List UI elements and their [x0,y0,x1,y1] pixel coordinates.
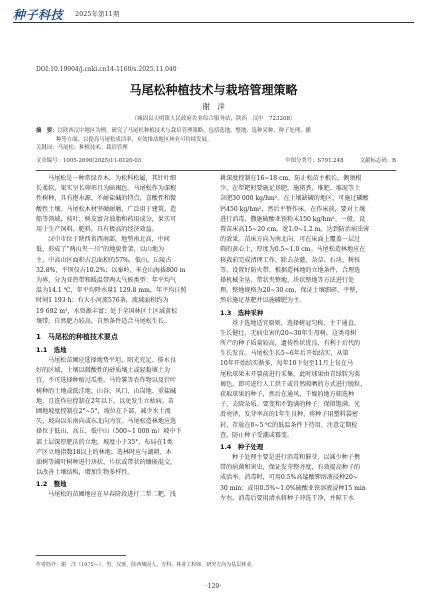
seed-treatment-paragraph: 种子处理主要是进行消毒和催芽，以减少种子携 带的病菌和害虫，保证发芽整齐度，有效提高种子的 成活率。消毒时，可用0.5%高锰酸钾溶液浸种20~ 30 min；或用0.5%~1.0%硫酸亚铁溶液浸种15 min 左右。消毒后要用清水将种子冲洗干净，并晾干水 [220,454,366,502]
issue-label: 2025年第11期 [75,10,120,18]
header-separator [36,170,396,171]
affiliation: （城固县天明镇人民政府农业综合服务站，陕西 汉中 723208） [131,116,296,122]
land-prep-paragraph: 马尾松的苗圃地应在早春阶段进行二犁二耙，浅 [48,491,176,499]
journal-logo: 种子科技 [13,8,64,22]
author-bio-footnote: 作者简介：谢 洋（1975—），男，汉族，陕西城固人，专科，林业工程师，研究方向为基层林业。 [36,562,257,568]
abstract-line: 种等方面，以提高马尾松成活率，有效推动地区林业可持续发展。 [56,136,213,143]
subsection-heading: 1.1 选地 [36,346,67,355]
left-column [36,174,208,501]
land-prep-continued: 耕深度控制在16~18 cm，防止松苗主根长、侧须根 少，在犁耙时要施足基肥，施猪粪、堆肥、堆泥等土 杂肥30 000 kg/hm²。在土壤缺磷的地区，可施过磷酸 钙450 kg/hm²，然后平整作床。在作床前，要对土壤 进行消毒，撒施硫酸亚铁粉末150 kg/hm²。一般，设 置苗床高15~20 cm，宽1.0~1.2 m，达到防治病虫害 的效果。苗床方向为南北向，可在床面上覆盖一层过 筛的黄心土，厚度为0.5~1.0 cm。马尾松造林地应在 移栽前完成清理工作，除去杂灌、杂草、石块、树枝 等，设置好防火带。根据造林地的立地条件，合理选 择机械全垦、带状夹整地、块状整地等方法进行处 理。整地规格为20~30 cm，保证土壤细碎、平整， 然后施足基肥并以施磷肥为主。 [220,175,370,305]
subsection-heading: 1.4 种子处理 [220,443,264,452]
doi-line: DOI:10.19904/j.cnki.cn14-1160/s.2025.11.040 [36,66,177,73]
subsection-heading: 1.2 整地 [36,480,67,489]
classification: 中图分类号：S791.248 文献标志码：B [285,158,396,164]
intro-paragraph: 马尾松是一种常绿乔木，为松科松属，其针叶细 长柔软，果实呈长卵形且为暗褐色。马尾松作为深根 性树种，具有抱水源、不耐盐碱的特点，喜酸性和微 酸性土壤。马尾松木材坚硬耐磨，广泛用于建筑、造 船等领域，枝叶、树皮富含油脂和药用成分，果实可 用于生产饲料、肥料，具有极高的经济效益。 汉中市位于陕西省西南部，地势南北高，中间 低，形成了“两山夹一川”的地貌骨架，以山地为 主，中高山区面积占总面积的57%，低山、丘陵占 32.8%，平坝仅占10.2%；以秦岭、米仓山海拔800 m 为界，分为亚热带和暖温带两大气候类型：年平均气 温为14.1 ℃，年平均降水量1 129.8 mm，年平均日照 时间1 193 h；有大小河流576条，流域面积约为 19 692 m²，水资源丰富；处于全国林区土区域黄棕 壤带，自然肥力较高，自然条件适合马尾松生长。 [36,175,187,325]
site-selection-paragraph: 马尾松苗圃应选择地势平坦、阳光充足、排水良 好的区域，土壤以微酸性的砂质壤土或轻黏壤土为 宜，不可选择种植过瓜类、马铃薯等农作物以及针叶 树种的土地或低洼地、山谷、风口、山岗地、重盐碱 地，且连作应控制在2年以下，以免发生立枯病。苗 圃地坡度控制在2°~5°，坡位在下部，减少水土流 失，坡向以东南向或东北向为宜。马尾松造林地应选 择位于低山、高丘、低中山（500~1 000 m）坡中下 部土层深厚肥沃的立地，坡度小于35°，布局在1类 产区立地指数18以上的林地。选林时应与湖耕、木 油树等阔叶树种进行块状、片状或带状的镶嵌混交， 以改善土壤结构，增加生物多样性。 [36,357,182,477]
keywords: 关键词：马尾松；种植技术；栽培管理 [36,145,128,152]
subsection-heading: 1.3 选种采种 [220,308,264,317]
page-number: ·120· [205,583,222,590]
article-id: 文章编号：1005-2690(2025)11-0120-03 [36,158,142,164]
article-title: 马尾松种植技术与栽培管理策略 [129,83,298,97]
seed-selection-paragraph: 基于选地适宜原则，选择树冠匀称、主干通直、 生长健壮、无病虫害的20~30年生母树，这类母树 所产的种子质量较高，遗传性状优良，有利于后代的 生长发育。马尾松生长5~6年后开始结实，从第 10年开始结实渐多，每年10下旬至11月上旬在马 尾松球果未开裂前进行采集，此时球果由青绿转为栗 褐色，即可进行人工烘干或自然晾晒的方式进行脱粒， 获取球果的种子，然后在通风、干燥的地方筛选种 子，去除杂质。要变和不饱满的种子：保留饱满、光 滑亮泽、发芽率高的1年生良种，将种子用塑料袋密 封，存放在0~5 ℃的低温条件下待用，注意定期检 查，防止种子受潮或霉变。 [220,319,367,439]
masthead [13,6,414,26]
author: 谢 洋 [202,102,225,111]
section-heading: 1 马尾松的种植技术要点 [36,333,118,342]
abstract [36,127,396,153]
abstract-label: 摘 要： [36,128,58,134]
right-column [220,174,396,504]
footnote-rule [36,555,126,556]
classification-block [36,157,396,166]
masthead-rule [13,22,414,23]
abstract-line: 摘 要：以陕西汉中地区为例，研究了马尾松种植技术与栽培管理策略，包括选地、整地、选种采种、种子处理、播 [36,128,311,134]
